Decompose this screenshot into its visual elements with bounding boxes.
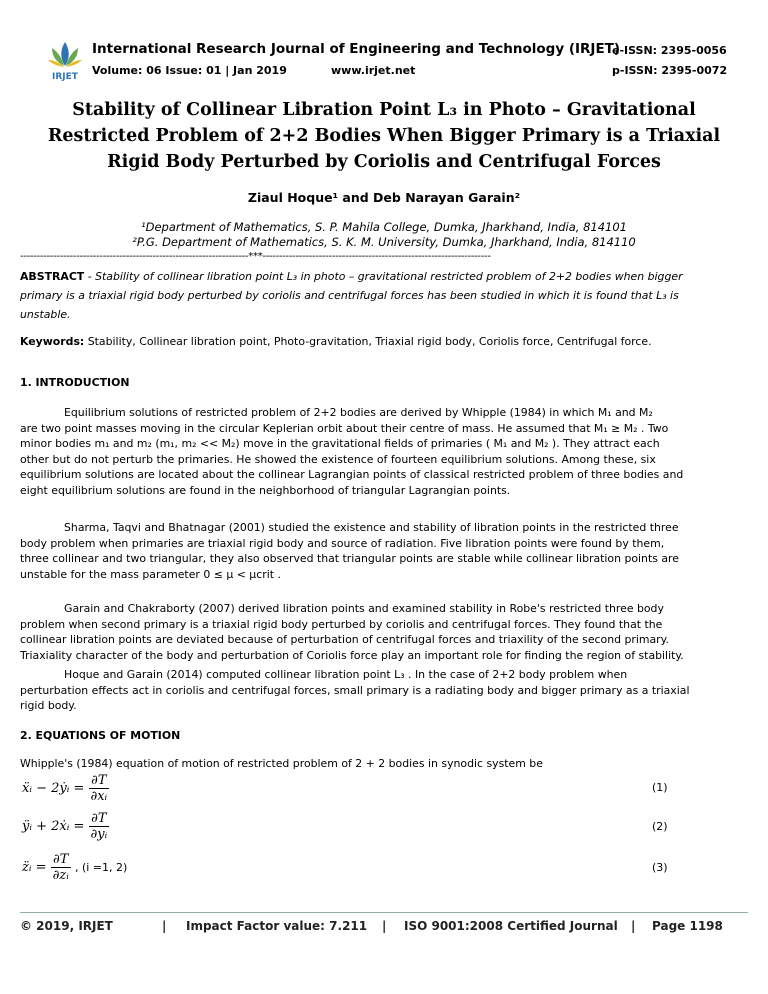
affiliation: ²P.G. Department of Mathematics, S. K. M. University, Dumka, Jharkhand, India, 814110 <box>132 235 636 249</box>
abstract-text: primary is a triaxial rigid body perturbed by coriolis and centrifugal forces has been studied in which it is found that L₃ is <box>20 289 679 302</box>
abstract-label: ABSTRACT <box>20 270 85 283</box>
paragraph-line: rigid body. <box>20 699 77 712</box>
paragraph-line: three collinear and two triangular, they also observed that triangular points are stable while collinear libration points are <box>20 552 679 565</box>
eissn: e-ISSN: 2395-0056 <box>612 44 727 57</box>
section-heading-equations: 2. EQUATIONS OF MOTION <box>20 729 181 742</box>
paragraph-line: problem when second primary is a triaxial rigid body perturbed by coriolis and centrifugal forces. They found that the <box>20 617 663 631</box>
footer-impact-factor: Impact Factor value: 7.211 <box>186 919 368 933</box>
equation-lhs: ÿᵢ + 2ẋᵢ = <box>22 819 85 834</box>
paragraph-line: eight equilibrium solutions are found in the neighborhood of triangular Lagrangian points. <box>20 483 511 497</box>
paragraph-line: Equilibrium solutions of restricted problem of 2+2 bodies are derived by Whipple (1984) in which M₁ and M₂ <box>64 406 653 419</box>
fraction-numerator: ∂T <box>89 811 110 827</box>
paragraph-line: unstable for the mass parameter 0 ≤ μ < μcrit . <box>20 567 281 581</box>
equation-lhs: z̈ᵢ = <box>22 860 47 875</box>
footer-iso: ISO 9001:2008 Certified Journal <box>404 919 618 933</box>
section-heading-introduction: 1. INTRODUCTION <box>20 376 130 389</box>
footer-separator: | <box>162 919 167 933</box>
irjet-logo <box>44 38 86 82</box>
separator-line: ---------------------------------------------------------------------***--------------------------------------------------------------------- <box>20 251 491 262</box>
journal-name: International Research Journal of Engineering and Technology (IRJET) <box>92 41 621 57</box>
paragraph-line: body problem when primaries are triaxial rigid body and source of radiation. Five libration points were found by them, <box>20 536 665 550</box>
equation-lhs: ẍᵢ − 2ẏᵢ = <box>22 781 85 796</box>
footer-copyright: © 2019, IRJET <box>20 919 113 933</box>
journal-website[interactable]: www.irjet.net <box>331 64 416 77</box>
paragraph-line: Garain and Chakraborty (2007) derived libration points and examined stability in Robe's restricted three body <box>64 602 664 615</box>
authors: Ziaul Hoque¹ and Deb Narayan Garain² <box>247 190 521 205</box>
volume-issue: Volume: 06 Issue: 01 | Jan 2019 <box>92 64 287 77</box>
fraction-denominator: ∂zᵢ <box>52 868 69 883</box>
paper-title <box>40 97 728 175</box>
paragraph-line: Hoque and Garain (2014) computed collinear libration point L₃ . In the case of 2+2 body problem when <box>64 668 628 681</box>
affiliation: ¹Department of Mathematics, S. P. Mahila College, Dumka, Jharkhand, India, 814101 <box>140 220 627 234</box>
title-line: Stability of Collinear Libration Point L₃ in Photo – Gravitational <box>72 100 696 120</box>
keywords-text: Stability, Collinear libration point, Photo-gravitation, Triaxial rigid body, Coriolis force, Centrifugal force. <box>84 335 652 348</box>
paragraph-line: equilibrium solutions are located about the collinear Lagrangian points of classical restricted problem of three bodies and <box>20 468 684 481</box>
equation-1 <box>22 773 109 804</box>
equation-2 <box>22 811 109 842</box>
equation-fraction <box>89 773 110 804</box>
keywords <box>20 335 748 348</box>
paragraph <box>20 601 748 663</box>
paragraph <box>20 405 748 498</box>
paragraph-line: Triaxiality character of the body and perturbation of Coriolis force play an important role for finding the region of stability. <box>20 648 684 662</box>
paragraph-line: perturbation effects act in coriolis and centrifugal forces, small primary is a radiating body and bigger primary as a triaxial <box>20 683 690 697</box>
abstract-text: - Stability of collinear libration point L₃ in photo – gravitational restricted problem of 2+2 bodies when bigger <box>84 270 683 283</box>
equation-fraction <box>51 852 71 883</box>
paragraph-line: minor bodies m₁ and m₂ (m₁, m₂ << M₂) move in the gravitational fields of primaries ( M₁ and M₂ ). They attract each <box>20 437 660 450</box>
title-line: Rigid Body Perturbed by Coriolis and Centrifugal Forces <box>107 152 661 172</box>
svg-text:IRJET: IRJET <box>52 72 78 82</box>
paragraph: Whipple's (1984) equation of motion of restricted problem of 2 + 2 bodies in synodic system be <box>20 757 543 770</box>
fraction-denominator: ∂xᵢ <box>90 789 108 804</box>
fraction-denominator: ∂yᵢ <box>90 827 108 842</box>
keywords-label: Keywords: <box>20 335 85 348</box>
equation-number: (2) <box>652 820 668 833</box>
fraction-numerator: ∂T <box>51 852 71 868</box>
equation-3 <box>22 852 127 883</box>
equation-number: (1) <box>652 781 668 794</box>
equation-index-note: , (i =1, 2) <box>74 861 128 874</box>
paragraph-line: Sharma, Taqvi and Bhatnagar (2001) studied the existence and stability of libration points in the restricted three <box>64 521 679 534</box>
fraction-numerator: ∂T <box>89 773 110 789</box>
affiliations <box>0 220 768 250</box>
equation-number: (3) <box>652 861 668 874</box>
footer-page-number: Page 1198 <box>652 919 723 933</box>
equation-fraction <box>89 811 110 842</box>
abstract <box>20 267 748 324</box>
paragraph-line: other but do not perturb the primaries. He showed the existence of fourteen equilibrium solutions. Among these, six <box>20 452 656 466</box>
pissn: p-ISSN: 2395-0072 <box>612 64 728 77</box>
footer-separator: | <box>382 919 387 933</box>
paragraph <box>20 520 748 582</box>
abstract-text: unstable. <box>20 308 71 321</box>
paragraph-line: are two point masses moving in the circular Keplerian orbit about their centre of mass. He assumed that M₁ ≥ M₂ . Two <box>20 421 669 435</box>
footer-divider <box>20 912 748 913</box>
paragraph-line: collinear libration points are deviated because of perturbation of centrifugal forces and triaxility of the second primary. <box>20 633 670 646</box>
title-line: Restricted Problem of 2+2 Bodies When Bigger Primary is a Triaxial <box>47 126 721 146</box>
paragraph <box>20 667 748 714</box>
footer-separator: | <box>631 919 636 933</box>
